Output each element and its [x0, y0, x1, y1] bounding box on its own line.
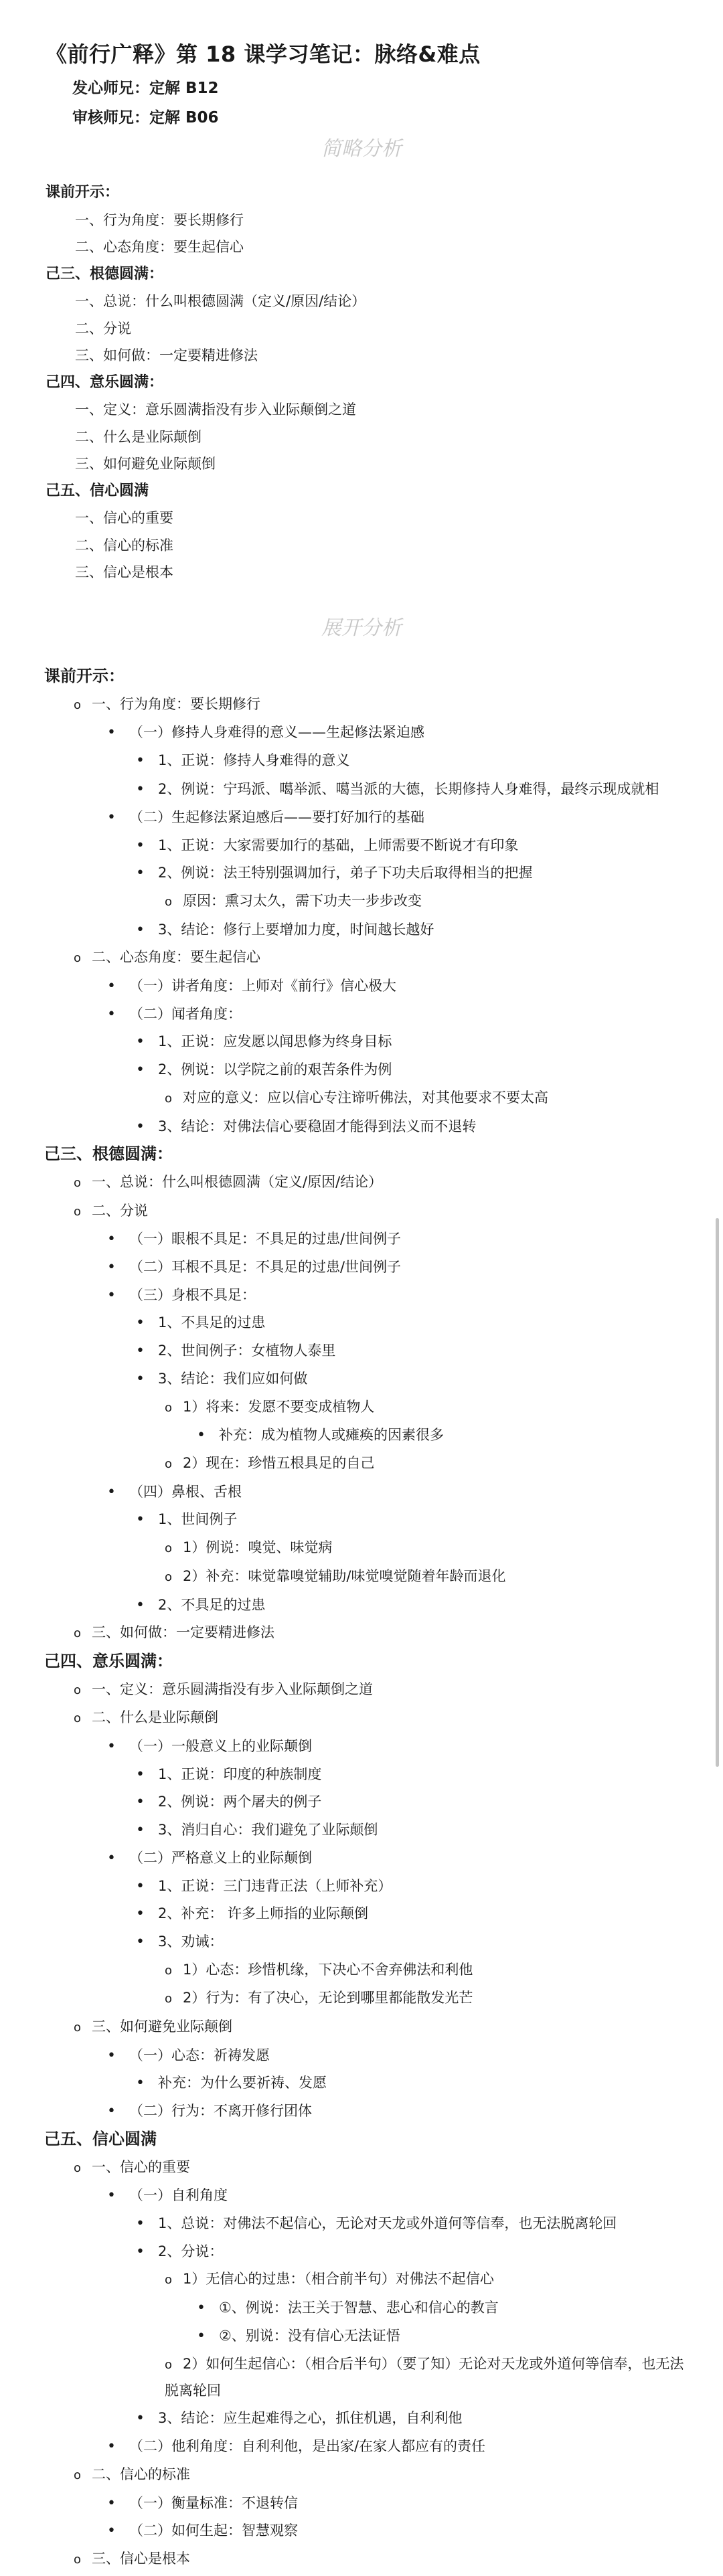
outline-text: 2）如何生起信心：（相合后半句）（要了知）无论对天龙或外道何等信奉，也无法脱离轮回	[165, 2356, 684, 2399]
bullet-circle-icon: o	[165, 1400, 173, 1415]
outline-text: 1、正说：修持人身难得的意义	[157, 752, 350, 769]
outline-text: 3、消归自心：我们避免了业际颠倒	[157, 1822, 378, 1838]
outline-item	[0, 2042, 723, 2070]
bullet-dot-icon: •	[136, 1061, 145, 1079]
outline-item	[0, 1084, 723, 1113]
outline-text: 1、正说：应发愿以闻思修为终身目标	[157, 1033, 392, 1050]
bullet-dot-icon: •	[136, 1596, 145, 1614]
outline-text: 一、总说：什么叫根德圆满（定义/原因/结论）	[92, 1173, 383, 1190]
bullet-circle-icon: o	[165, 1963, 173, 1978]
outline-text: （二）行为：不离开修行团体	[129, 2103, 312, 2120]
scrollbar[interactable]	[716, 1218, 719, 1767]
outline-item	[0, 1761, 723, 1789]
outline-item	[0, 1956, 723, 1985]
outline-text: 2、例说：两个屠夫的例子	[157, 1794, 322, 1810]
outline-text: 2）行为：有了决心，无论到哪里都能散发光芒	[183, 1990, 473, 2006]
outline-text: 1）将来：发愿不要变成植物人	[183, 1398, 375, 1415]
outline-item	[0, 1928, 723, 1956]
outline-item	[0, 691, 723, 719]
outline-text: （二）他利角度：自利利他，是出家/在家人都应有的责任	[129, 2438, 486, 2455]
outline-text: 3、结论：对佛法信心要稳固才能得到法义而不退转	[157, 1118, 477, 1134]
bullet-circle-icon: o	[165, 1569, 173, 1584]
outline-text: 1、世间例子	[157, 1511, 238, 1528]
outline-item	[0, 1534, 723, 1563]
bullet-dot-icon: •	[136, 865, 145, 882]
detail-section-heading: 展开分析	[321, 616, 402, 640]
outline-text: （二）如何生起：智慧观察	[129, 2522, 298, 2539]
outline-item	[0, 1984, 723, 2013]
bullet-circle-icon: o	[165, 1456, 173, 1471]
bullet-dot-icon: •	[136, 1314, 145, 1332]
bullet-dot-icon: •	[107, 1231, 116, 1248]
outline-text: 2、例说：法王特别强调加行，弟子下功夫后取得相当的把握	[157, 865, 533, 881]
outline-text: ②、别说：没有信心无法证悟	[218, 2327, 400, 2344]
outline-item	[0, 1844, 723, 1873]
summary-item: 二、心态角度：要生起信心	[75, 239, 244, 255]
summary-item: 二、信心的标准	[75, 537, 173, 553]
outline-item	[0, 1450, 723, 1478]
outline-item	[0, 1733, 723, 1761]
bullet-dot-icon: •	[107, 2522, 116, 2540]
outline-text: 2）现在：珍惜五根具足的自己	[183, 1454, 375, 1471]
reviewer-line: 审核师兄：定解 B06	[72, 109, 219, 126]
outline-text: 3、劝诫：	[157, 1933, 224, 1950]
outline-item	[0, 1478, 723, 1507]
outline-text: ①、例说：法王关于智慧、悲心和信心的教言	[218, 2300, 499, 2316]
bullet-circle-icon: o	[74, 1626, 82, 1641]
bullet-dot-icon: •	[136, 1794, 145, 1811]
bullet-circle-icon: o	[74, 2160, 82, 2175]
bullet-dot-icon: •	[136, 921, 145, 938]
bullet-circle-icon: o	[74, 1175, 82, 1190]
bullet-circle-icon: o	[74, 2021, 82, 2035]
outline-text: 补充：成为植物人或瘫痪的因素很多	[218, 1427, 444, 1444]
outline-text: 1）无信心的过患：（相合前半句）对佛法不起信心	[183, 2271, 494, 2288]
outline-item	[0, 1422, 723, 1450]
outline-item	[0, 2013, 723, 2042]
outline-text: （一）眼根不具足：不具足的过患/世间例子	[129, 1231, 402, 1248]
outline-item	[0, 2405, 723, 2433]
outline-item	[0, 1169, 723, 1197]
outline-item	[0, 2182, 723, 2210]
outline-text: （一）心态：祈祷发愿	[129, 2047, 270, 2063]
outline-text: 己三、根德圆满：	[44, 1144, 173, 1164]
outline-text: （一）衡量标准：不退转信	[129, 2494, 298, 2511]
outline-item	[0, 1676, 723, 1705]
bullet-circle-icon: o	[74, 1683, 82, 1697]
outline-text: 1、正说：印度的种族制度	[157, 1766, 322, 1782]
summary-item: 三、如何做：一定要精进修法	[75, 347, 258, 363]
outline-text: （三）身根不具足：	[129, 1286, 256, 1303]
outline-text: 二、心态角度：要生起信心	[92, 949, 261, 966]
bullet-dot-icon: •	[136, 2075, 145, 2092]
outline-text: 对应的意义：应以信心专注谛听佛法，对其他要求不要太高	[183, 1089, 549, 1106]
bullet-dot-icon: •	[107, 1286, 116, 1304]
bullet-dot-icon: •	[136, 780, 145, 798]
bullet-dot-icon: •	[197, 2300, 206, 2317]
outline-text: 二、分说	[92, 1202, 149, 1219]
outline-text: 2、分说：	[157, 2243, 224, 2259]
summary-item: 三、如何避免业际颠倒	[75, 456, 216, 472]
outline-item	[0, 2517, 723, 2545]
outline-text: 2、例说：宁玛派、噶举派、噶当派的大德，长期修持人身难得，最终示现成就相	[157, 780, 659, 797]
author-line: 发心师兄：定解 B12	[72, 80, 219, 97]
outline-item	[0, 916, 723, 944]
outline-item	[0, 775, 723, 804]
bullet-dot-icon: •	[136, 1766, 145, 1783]
outline-item	[0, 2433, 723, 2461]
outline-text: 2、例说：以学院之前的艰苦条件为例	[157, 1061, 392, 1078]
bullet-dot-icon: •	[136, 1370, 145, 1387]
bullet-dot-icon: •	[136, 2215, 145, 2232]
bullet-dot-icon: •	[136, 1511, 145, 1529]
bullet-circle-icon: o	[74, 697, 82, 712]
outline-item	[0, 1001, 723, 1029]
outline-text: 二、什么是业际颠倒	[92, 1709, 219, 1726]
outline-text: 一、信心的重要	[92, 2158, 191, 2175]
outline-item	[0, 1254, 723, 1282]
bullet-dot-icon: •	[136, 2410, 145, 2427]
bullet-dot-icon: •	[107, 1483, 116, 1500]
bullet-circle-icon: o	[165, 1992, 173, 2006]
outline-text: 原因：熏习太久，需下功夫一步步改变	[183, 892, 422, 909]
summary-item: 三、信心是根本	[75, 564, 173, 580]
outline-item	[0, 2097, 723, 2126]
bullet-circle-icon: o	[74, 2553, 82, 2567]
detail-outline	[0, 663, 723, 2574]
summary-heading: 课前开示：	[46, 184, 120, 201]
bullet-dot-icon: •	[136, 1343, 145, 1360]
bullet-circle-icon: o	[74, 951, 82, 966]
outline-item	[0, 2210, 723, 2238]
outline-text: （一）自利角度	[129, 2187, 228, 2204]
bullet-dot-icon: •	[136, 1905, 145, 1923]
outline-item	[0, 1365, 723, 1393]
outline-item	[0, 1393, 723, 1422]
summary-item: 一、信心的重要	[75, 510, 173, 526]
outline-text: （一）一般意义上的业际颠倒	[129, 1738, 312, 1755]
outline-item	[0, 1028, 723, 1056]
outline-text: 己五、信心圆满	[44, 2129, 157, 2148]
outline-text: 1）心态：珍惜机缘，下决心不舍弃佛法和利他	[183, 1961, 473, 1978]
outline-item	[0, 887, 723, 916]
outline-text: 2）补充：味觉靠嗅觉辅助/味觉嗅觉随着年龄而退化	[183, 1567, 506, 1584]
outline-text: （二）生起修法紧迫感后——要打好加行的基础	[129, 808, 424, 825]
outline-item	[0, 2238, 723, 2266]
outline-text: （二）闻者角度：	[129, 1005, 242, 1022]
outline-text: 3、结论：应生起难得之心，抓住机遇，自利利他	[157, 2410, 463, 2427]
outline-text: 2、补充： 许多上师指的业际颠倒	[157, 1905, 369, 1922]
bullet-dot-icon: •	[136, 752, 145, 770]
outline-text: 3、结论：我们应如何做	[157, 1370, 308, 1387]
outline-text: 1、正说：大家需要加行的基础，上师需要不断说才有印象	[157, 837, 519, 853]
bullet-dot-icon: •	[107, 724, 116, 742]
outline-text: 1、总说：对佛法不起信心，无论对天龙或外道何等信奉，也无法脱离轮回	[157, 2215, 617, 2231]
outline-text: 二、信心的标准	[92, 2466, 191, 2482]
bullet-circle-icon: o	[165, 894, 173, 909]
bullet-dot-icon: •	[107, 2494, 116, 2512]
bullet-dot-icon: •	[107, 1849, 116, 1867]
bullet-dot-icon: •	[107, 2047, 116, 2064]
outline-item	[0, 859, 723, 887]
outline-item	[0, 1197, 723, 1226]
outline-text: 补充：为什么要祈祷、发愿	[157, 2075, 327, 2091]
outline-text: （二）耳根不具足：不具足的过患/世间例子	[129, 1259, 402, 1276]
outline-item	[0, 1056, 723, 1084]
summary-heading: 己四、意乐圆满：	[46, 373, 164, 391]
outline-item	[0, 2322, 723, 2350]
outline-item	[0, 1816, 723, 1844]
summary-item: 一、总说：什么叫根德圆满（定义/原因/结论）	[75, 293, 366, 309]
outline-item	[0, 1900, 723, 1928]
outline-text: 2、世间例子：女植物人泰里	[157, 1343, 336, 1359]
bullet-circle-icon: o	[74, 1711, 82, 1726]
outline-text: 1、不具足的过患	[157, 1314, 266, 1331]
outline-item	[0, 2350, 723, 2405]
bullet-dot-icon: •	[136, 1118, 145, 1135]
summary-item: 一、定义：意乐圆满指没有步入业际颠倒之道	[75, 402, 356, 418]
bullet-dot-icon: •	[136, 837, 145, 854]
bullet-circle-icon: o	[74, 2468, 82, 2482]
summary-item: 二、什么是业际颠倒	[75, 428, 202, 445]
outline-text: 三、如何避免业际颠倒	[92, 2019, 233, 2035]
outline-item	[0, 1282, 723, 1310]
outline-text: 一、行为角度：要长期修行	[92, 695, 261, 712]
outline-item	[0, 2069, 723, 2097]
bullet-circle-icon: o	[165, 2273, 173, 2288]
page-title: 《前行广释》第 18 课学习笔记：脉络&难点	[46, 41, 481, 67]
outline-text: 3、结论：修行上要增加力度，时间越长越好	[157, 921, 434, 938]
outline-item	[0, 1225, 723, 1254]
outline-item	[0, 1788, 723, 1816]
summary-heading: 己三、根德圆满：	[46, 265, 164, 282]
outline-item	[0, 1704, 723, 1733]
outline-item	[0, 2490, 723, 2518]
outline-item	[0, 747, 723, 775]
outline-text: 2、不具足的过患	[157, 1596, 266, 1613]
outline-item	[0, 1337, 723, 1365]
outline-item	[0, 1619, 723, 1648]
summary-section-heading: 简略分析	[321, 137, 402, 161]
outline-item	[0, 804, 723, 832]
outline-text: 三、信心是根本	[92, 2551, 191, 2567]
outline-item	[0, 1592, 723, 1620]
summary-item: 一、行为角度：要长期修行	[75, 211, 244, 228]
outline-text: 1）例说：嗅觉、味觉病	[183, 1539, 333, 1556]
bullet-dot-icon: •	[107, 2103, 116, 2120]
bullet-dot-icon: •	[107, 978, 116, 995]
outline-item	[0, 719, 723, 747]
bullet-dot-icon: •	[136, 1822, 145, 1839]
outline-text: 一、定义：意乐圆满指没有步入业际颠倒之道	[92, 1681, 374, 1697]
outline-item	[0, 1309, 723, 1337]
outline-text: 课前开示：	[44, 667, 125, 685]
outline-text: 己四、意乐圆满：	[44, 1651, 173, 1670]
detail-heading	[0, 1648, 723, 1676]
bullet-dot-icon: •	[136, 1933, 145, 1950]
outline-item	[0, 2461, 723, 2490]
outline-text: 三、如何做：一定要精进修法	[92, 1624, 275, 1641]
detail-heading	[0, 2126, 723, 2154]
summary-item: 二、分说	[75, 320, 131, 337]
outline-item	[0, 2265, 723, 2294]
bullet-dot-icon: •	[107, 2438, 116, 2456]
bullet-dot-icon: •	[136, 1877, 145, 1895]
outline-item	[0, 1563, 723, 1592]
outline-text: 1、正说：三门违背正法（上师补充）	[157, 1877, 392, 1894]
bullet-dot-icon: •	[107, 2187, 116, 2205]
bullet-dot-icon: •	[136, 1033, 145, 1051]
bullet-circle-icon: o	[74, 1204, 82, 1219]
summary-heading: 己五、信心圆满	[46, 482, 149, 499]
bullet-dot-icon: •	[107, 1259, 116, 1276]
bullet-dot-icon: •	[197, 2327, 206, 2344]
outline-item	[0, 1113, 723, 1141]
outline-item	[0, 2294, 723, 2322]
outline-text: （一）修持人身难得的意义——生起修法紧迫感	[129, 724, 424, 741]
outline-item	[0, 944, 723, 972]
detail-heading	[0, 1140, 723, 1169]
outline-item	[0, 1873, 723, 1901]
summary-outline	[0, 179, 723, 586]
outline-text: （四）鼻根、舌根	[129, 1483, 242, 1500]
bullet-dot-icon: •	[107, 808, 116, 826]
outline-item	[0, 2154, 723, 2182]
outline-text: （一）讲者角度：上师对《前行》信心极大	[129, 978, 396, 995]
bullet-dot-icon: •	[136, 2243, 145, 2260]
outline-text: （二）严格意义上的业际颠倒	[129, 1849, 312, 1866]
outline-item	[0, 2545, 723, 2574]
bullet-dot-icon: •	[107, 1738, 116, 1755]
outline-item	[0, 972, 723, 1001]
bullet-circle-icon: o	[165, 1091, 173, 1106]
bullet-circle-icon: o	[165, 2358, 173, 2373]
bullet-dot-icon: •	[197, 1427, 206, 1444]
detail-heading	[0, 663, 723, 691]
bullet-circle-icon: o	[165, 1541, 173, 1556]
outline-item	[0, 832, 723, 860]
bullet-dot-icon: •	[107, 1005, 116, 1023]
outline-item	[0, 1506, 723, 1534]
